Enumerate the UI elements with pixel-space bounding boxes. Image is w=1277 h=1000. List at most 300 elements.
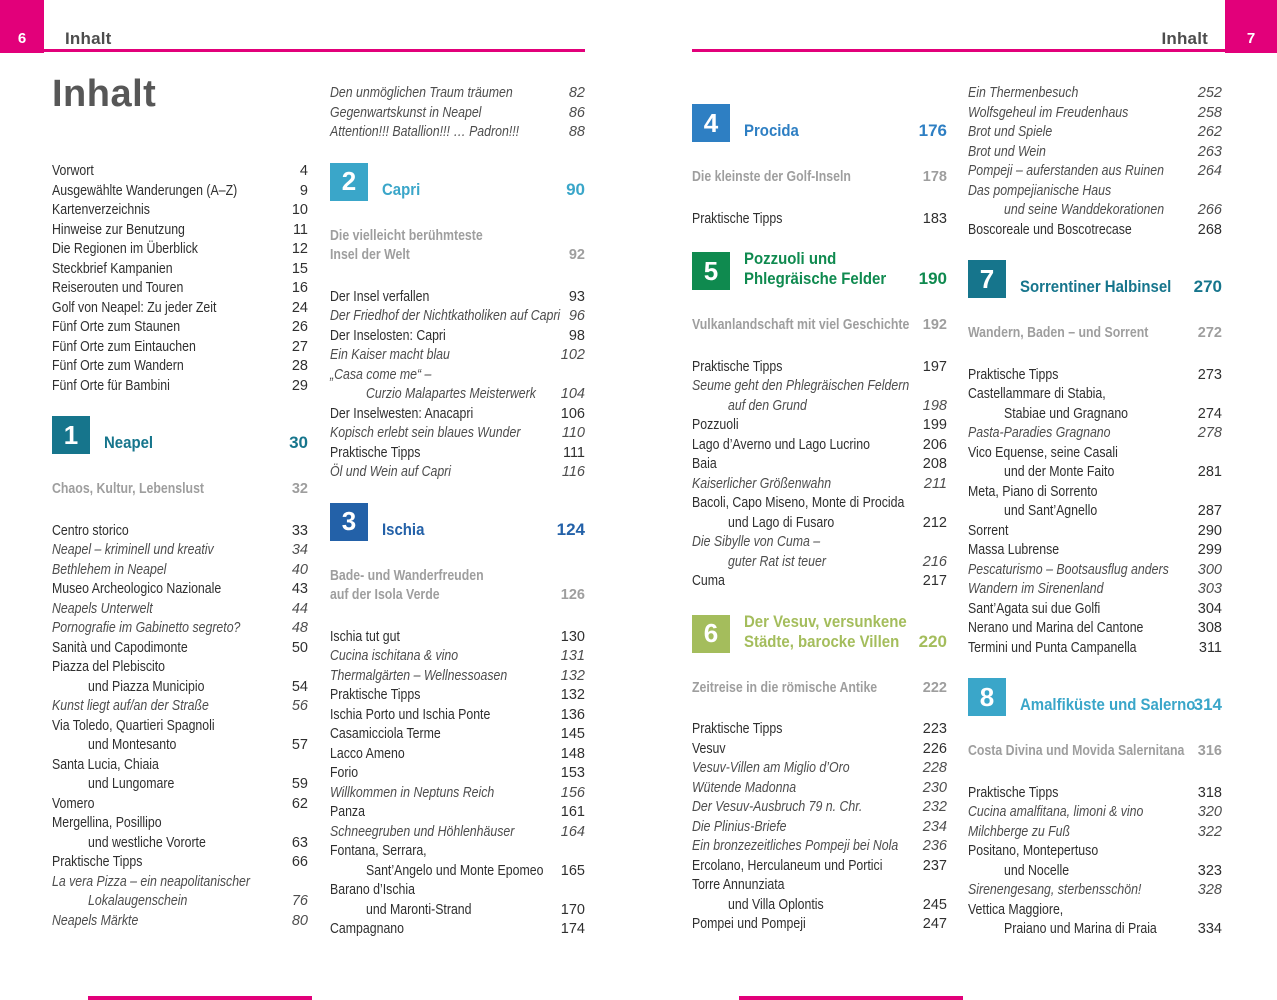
toc-entry-page-number: 323 [1197, 862, 1222, 879]
toc-entry [52, 377, 308, 397]
toc-entry [330, 725, 585, 745]
toc-entry-page-number: 228 [922, 760, 947, 776]
toc-entry-label: Vico Equense, seine Casali [968, 444, 1118, 461]
toc-entry-label: Baia [692, 456, 717, 472]
bottom-edge-accent-left [88, 996, 312, 1000]
toc-entry-label: und seine Wanddekorationen [1004, 202, 1165, 218]
toc-entry [968, 862, 1222, 882]
toc-block [330, 227, 585, 266]
toc-entry-page-number: 216 [922, 553, 947, 570]
chapter-number-badge: 4 [692, 104, 730, 142]
toc-entry-page-number: 48 [291, 620, 308, 636]
toc-entry-page-number: 62 [291, 795, 308, 812]
toc-entry-label: Bethlehem in Neapel [52, 561, 167, 578]
toc-entry-page-number: 328 [1197, 882, 1222, 898]
toc-entry-label: Cuma [692, 573, 725, 589]
toc-entry [52, 717, 308, 737]
toc-entry [52, 561, 308, 581]
toc-entry-page-number: 82 [568, 85, 585, 101]
chapter-title: Der Vesuv, versunkene Städte, barocke Villen [744, 611, 907, 651]
toc-block [968, 324, 1222, 344]
toc-block [692, 720, 947, 935]
toc-entry-page-number: 16 [291, 280, 308, 296]
toc-entry-page-number: 206 [922, 436, 947, 453]
page-number-badge-right: 7 [1225, 0, 1277, 53]
toc-block [692, 316, 947, 336]
toc-entry-page-number: 303 [1197, 581, 1222, 597]
toc-entry [52, 318, 308, 338]
toc-entry-page-number: 334 [1197, 921, 1222, 937]
toc-column-2 [330, 84, 585, 940]
page-title: Inhalt [52, 73, 157, 115]
toc-entry-label: Cucina amalfitana, limoni & vino [968, 804, 1144, 820]
toc-entry [330, 444, 585, 464]
toc-entry-label: Reiserouten und Touren [52, 280, 184, 296]
toc-entry-label: und der Monte Faito [1004, 464, 1115, 480]
toc-entry-label: und Piazza Municipio [88, 678, 205, 695]
toc-entry-page-number: 178 [922, 169, 947, 185]
toc-entry-label: Gegenwartskunst in Neapel [330, 104, 482, 121]
toc-entry-label: guter Rat ist teuer [728, 553, 826, 570]
toc-entry [330, 842, 585, 862]
toc-entry-label: Pompeji – auferstanden aus Ruinen [968, 163, 1164, 179]
toc-entry-label: Fünf Orte zum Eintauchen [52, 338, 196, 355]
toc-entry [330, 567, 585, 587]
toc-entry [330, 227, 585, 247]
toc-entry [968, 600, 1222, 620]
toc-entry-label: Die Sibylle von Cuma – [692, 534, 821, 550]
toc-entry-label: Der Inselwesten: Anacapri [330, 405, 474, 422]
toc-entry-label: Brot und Spiele [968, 124, 1053, 140]
toc-entry-label: Vulkanlandschaft mit viel Geschichte [692, 317, 910, 333]
toc-entry-page-number: 308 [1197, 620, 1222, 636]
toc-entry [52, 162, 308, 182]
chapter-title: Neapel [104, 433, 154, 452]
toc-entry-page-number: 86 [568, 104, 585, 121]
toc-entry-label: Kaiserlicher Größenwahn [692, 475, 832, 492]
toc-entry [52, 697, 308, 717]
toc-entry-label: Das pompejianische Haus [968, 182, 1112, 199]
toc-entry-label: Sirenengesang, sterbensschön! [968, 882, 1142, 898]
toc-block [692, 210, 947, 230]
toc-entry-label: Stabiae und Gragnano [1004, 405, 1129, 422]
toc-entry-page-number: 54 [291, 678, 308, 695]
chapter-page-number: 190 [918, 269, 947, 288]
toc-entry-page-number: 156 [560, 784, 585, 801]
toc-entry-label: Ischia Porto und Ischia Ponte [330, 706, 491, 723]
toc-entry [52, 541, 308, 561]
chapter-number-badge: 1 [52, 416, 90, 454]
toc-entry [52, 260, 308, 280]
toc-entry [330, 764, 585, 784]
toc-entry [330, 823, 585, 843]
toc-entry-label: Praktische Tipps [692, 721, 783, 737]
toc-entry-label: Ausgewählte Wanderungen (A–Z) [52, 182, 238, 199]
toc-entry-label: Insel der Welt [330, 247, 410, 263]
toc-entry-label: Forio [330, 765, 359, 781]
toc-entry-label: Mergellina, Posillipo [52, 815, 162, 831]
toc-entry-label: Wandern im Sirenenland [968, 581, 1104, 597]
toc-entry-label: Wütende Madonna [692, 779, 797, 796]
toc-entry-label: Torre Annunziata [692, 877, 785, 893]
toc-entry [52, 892, 308, 912]
chapter-heading [692, 104, 947, 142]
toc-entry-label: Seume geht den Phlegräischen Feldern [692, 378, 910, 394]
toc-entry [968, 881, 1222, 901]
toc-entry-label: Massa Lubrense [968, 542, 1060, 558]
toc-entry [330, 366, 585, 386]
toc-entry [968, 444, 1222, 464]
toc-entry-label: Golf von Neapel: Zu jeder Zeit [52, 299, 217, 316]
toc-entry-page-number: 132 [560, 687, 585, 703]
toc-column-4 [968, 84, 1222, 940]
toc-entry-label: Costa Divina und Movida Salernitana [968, 743, 1185, 759]
toc-entry [330, 123, 585, 143]
toc-entry [52, 775, 308, 795]
toc-entry-label: Praktische Tipps [692, 358, 783, 375]
toc-entry [968, 201, 1222, 221]
toc-entry-page-number: 11 [292, 221, 308, 238]
toc-entry-page-number: 34 [291, 542, 308, 558]
toc-entry-page-number: 56 [291, 698, 308, 714]
toc-entry [692, 572, 947, 592]
toc-entry-label: Fünf Orte zum Staunen [52, 319, 181, 335]
toc-entry-page-number: 264 [1197, 163, 1222, 179]
toc-entry-label: Ischia tut gut [330, 628, 400, 645]
toc-entry-label: Pescaturismo – Bootsausflug anders [968, 561, 1169, 578]
chapter-number-badge: 3 [330, 503, 368, 541]
toc-entry-page-number: 104 [560, 386, 585, 402]
toc-entry [52, 658, 308, 678]
toc-entry [968, 143, 1222, 163]
toc-entry [52, 736, 308, 756]
toc-entry-page-number: 197 [922, 358, 947, 375]
toc-entry [968, 502, 1222, 522]
toc-entry-page-number: 63 [291, 834, 308, 851]
toc-entry [52, 580, 308, 600]
toc-block [330, 567, 585, 606]
toc-entry-page-number: 10 [291, 202, 308, 218]
chapter-heading [968, 678, 1222, 716]
toc-entry [692, 168, 947, 188]
toc-entry-label: und Lago di Fusaro [728, 514, 835, 531]
toc-entry [330, 628, 585, 648]
toc-entry [52, 182, 308, 202]
toc-entry [330, 901, 585, 921]
toc-entry-label: Attention!!! Batallion!!! … Padron!!! [330, 124, 520, 140]
toc-entry-label: Piazza del Plebiscito [52, 659, 166, 675]
toc-entry [52, 619, 308, 639]
toc-entry [692, 679, 947, 699]
chapter-heading [692, 612, 947, 653]
toc-entry [692, 798, 947, 818]
toc-entry-label: Lago d’Averno und Lago Lucrino [692, 436, 870, 453]
toc-block [330, 628, 585, 940]
toc-entry [52, 795, 308, 815]
toc-block [968, 784, 1222, 940]
toc-entry-label: Neapels Märkte [52, 912, 139, 929]
toc-entry-label: Positano, Montepertuso [968, 843, 1099, 859]
toc-entry-label: Milchberge zu Fuß [968, 823, 1071, 840]
header-rule-left [0, 49, 585, 52]
toc-entry [52, 240, 308, 260]
toc-entry-label: Casamicciola Terme [330, 726, 441, 742]
toc-entry-label: auf den Grund [728, 397, 807, 414]
chapter-heading [52, 416, 308, 454]
toc-entry [692, 416, 947, 436]
toc-entry-page-number: 263 [1197, 143, 1222, 160]
chapter-page-number: 90 [566, 179, 585, 199]
toc-entry-label: Neapel – kriminell und kreativ [52, 542, 214, 558]
toc-entry-page-number: 12 [291, 241, 308, 257]
toc-entry-page-number: 278 [1197, 425, 1222, 441]
toc-entry-label: Boscoreale und Boscotrecase [968, 221, 1132, 238]
toc-entry-label: Barano d’Ischia [330, 882, 415, 898]
toc-entry [968, 784, 1222, 804]
toc-entry-page-number: 183 [922, 210, 947, 227]
toc-entry-page-number: 262 [1197, 124, 1222, 140]
chapter-heading [330, 503, 585, 541]
toc-entry [330, 385, 585, 405]
toc-entry-page-number: 318 [1197, 784, 1222, 801]
toc-entry-label: Sant’Angelo und Monte Epomeo [366, 862, 544, 879]
toc-block [692, 358, 947, 592]
toc-entry-page-number: 170 [560, 901, 585, 918]
toc-entry [52, 299, 308, 319]
toc-entry-page-number: 28 [291, 358, 308, 374]
toc-entry-label: Wandern, Baden – und Sorrent [968, 325, 1149, 341]
toc-entry [52, 678, 308, 698]
toc-entry-page-number: 258 [1197, 104, 1222, 121]
toc-block [330, 288, 585, 483]
toc-entry-page-number: 106 [560, 405, 585, 422]
toc-entry [330, 745, 585, 765]
toc-entry-page-number: 59 [291, 776, 308, 792]
toc-entry [330, 667, 585, 687]
toc-entry [968, 221, 1222, 241]
toc-entry [968, 385, 1222, 405]
toc-entry [330, 803, 585, 823]
toc-entry-page-number: 320 [1197, 804, 1222, 820]
toc-entry-label: Nerano und Marina del Cantone [968, 620, 1144, 636]
toc-entry [692, 857, 947, 877]
toc-entry [692, 514, 947, 534]
toc-entry-label: Castellammare di Stabia, [968, 386, 1106, 402]
toc-entry [968, 182, 1222, 202]
toc-entry-page-number: 272 [1197, 325, 1222, 341]
toc-entry [330, 862, 585, 882]
toc-entry [968, 920, 1222, 940]
toc-entry-page-number: 110 [561, 425, 585, 441]
toc-entry [330, 920, 585, 940]
toc-entry-label: Der Friedhof der Nichtkatholiken auf Capri [330, 308, 561, 324]
chapter-number-badge: 6 [692, 615, 730, 653]
toc-entry-label: Praktische Tipps [330, 444, 421, 461]
toc-entry-page-number: 131 [560, 648, 585, 664]
toc-entry [52, 834, 308, 854]
toc-block [330, 84, 585, 143]
toc-entry-page-number: 268 [1197, 221, 1222, 238]
toc-entry-label: Den unmöglichen Traum träumen [330, 85, 513, 101]
toc-entry-page-number: 287 [1197, 503, 1222, 519]
toc-entry-label: Schneegruben und Höhlenhäuser [330, 823, 515, 840]
toc-entry-page-number: 43 [291, 581, 308, 597]
toc-entry-page-number: 66 [291, 854, 308, 870]
toc-entry-page-number: 192 [922, 317, 947, 333]
toc-entry [692, 455, 947, 475]
toc-entry [692, 779, 947, 799]
toc-entry [968, 580, 1222, 600]
toc-entry-label: Ein bronzezeitliches Pompeji bei Nola [692, 838, 899, 854]
chapter-heading [330, 163, 585, 201]
toc-entry-page-number: 273 [1197, 366, 1222, 383]
toc-entry [692, 210, 947, 230]
toc-entry-label: Kartenverzeichnis [52, 202, 150, 218]
chapter-heading [692, 249, 947, 290]
toc-entry [968, 561, 1222, 581]
toc-entry-label: Vettica Maggiore, [968, 901, 1064, 918]
toc-entry-label: Die vielleicht berühmteste [330, 227, 483, 244]
toc-entry [330, 246, 585, 266]
toc-entry [330, 706, 585, 726]
toc-entry-page-number: 92 [568, 247, 585, 263]
toc-entry-label: Fontana, Serrara, [330, 843, 427, 859]
toc-entry-page-number: 174 [560, 921, 585, 937]
toc-entry [52, 873, 308, 893]
toc-entry [52, 639, 308, 659]
toc-entry-label: Praktische Tipps [692, 210, 783, 227]
toc-entry-label: Sanità und Capodimonte [52, 639, 188, 656]
toc-entry [968, 619, 1222, 639]
toc-entry [330, 424, 585, 444]
page-number-badge-left: 6 [0, 0, 44, 53]
toc-entry-label: Lokalaugenschein [88, 893, 188, 909]
toc-entry-label: „Casa come me“ – [330, 366, 432, 383]
chapter-number-badge: 7 [968, 260, 1006, 298]
toc-entry-page-number: 304 [1197, 600, 1222, 617]
toc-entry-label: Der Inselosten: Capri [330, 327, 446, 344]
toc-entry [52, 279, 308, 299]
toc-entry-label: Sorrent [968, 522, 1009, 539]
toc-entry [968, 424, 1222, 444]
toc-entry-page-number: 88 [568, 124, 585, 140]
toc-entry-page-number: 281 [1197, 464, 1222, 480]
chapter-title: Ischia [382, 519, 425, 539]
toc-entry-label: Cucina ischitana & vino [330, 648, 459, 664]
toc-entry-page-number: 274 [1197, 405, 1222, 422]
toc-entry-label: Panza [330, 804, 365, 820]
toc-entry-page-number: 237 [922, 857, 947, 874]
chapter-page-number: 124 [556, 519, 585, 539]
toc-entry-label: und Villa Oplontis [728, 896, 824, 913]
toc-entry-page-number: 44 [291, 600, 308, 617]
toc-entry-label: Campagnano [330, 921, 405, 937]
toc-entry-page-number: 232 [922, 799, 947, 815]
toc-entry-page-number: 161 [560, 804, 585, 820]
toc-entry [692, 533, 947, 553]
running-header-right: Inhalt [1161, 29, 1208, 48]
toc-entry-page-number: 311 [1198, 639, 1222, 656]
toc-block [968, 366, 1222, 659]
toc-entry [692, 316, 947, 336]
toc-entry-label: und westliche Vororte [88, 834, 206, 851]
toc-entry-label: Ein Thermenbesuch [968, 85, 1079, 101]
toc-entry [968, 823, 1222, 843]
toc-entry [692, 876, 947, 896]
toc-entry-label: Centro storico [52, 522, 129, 539]
toc-entry [330, 647, 585, 667]
toc-entry-page-number: 266 [1197, 202, 1222, 218]
toc-entry [692, 397, 947, 417]
toc-block [692, 679, 947, 699]
toc-entry-label: Bacoli, Capo Miseno, Monte di Procida [692, 495, 905, 511]
toc-entry-page-number: 136 [560, 706, 585, 723]
toc-entry-page-number: 76 [291, 893, 308, 909]
toc-entry-page-number: 217 [922, 573, 947, 589]
toc-entry-label: Pasta-Paradies Gragnano [968, 425, 1111, 441]
toc-entry [52, 600, 308, 620]
toc-entry-label: Kopisch erlebt sein blaues Wunder [330, 425, 521, 441]
toc-entry-label: Sant’Agata sui due Golfi [968, 600, 1101, 617]
toc-entry-page-number: 126 [560, 587, 585, 603]
toc-entry-page-number: 132 [560, 667, 585, 684]
toc-entry [330, 104, 585, 124]
toc-entry-label: Kunst liegt auf/an der Straße [52, 698, 209, 714]
toc-entry-label: Brot und Wein [968, 143, 1046, 160]
toc-entry-page-number: 93 [568, 288, 585, 305]
toc-column-1 [52, 74, 308, 931]
toc-entry-label: Fünf Orte für Bambini [52, 377, 170, 394]
toc-entry [330, 84, 585, 104]
toc-entry-label: Via Toledo, Quartieri Spagnoli [52, 717, 215, 734]
toc-entry-page-number: 208 [922, 456, 947, 472]
toc-entry-page-number: 247 [922, 916, 947, 932]
toc-entry-label: Öl und Wein auf Capri [330, 464, 452, 480]
chapter-page-number: 30 [289, 433, 308, 452]
toc-entry [968, 522, 1222, 542]
toc-entry [330, 346, 585, 366]
toc-entry-page-number: 164 [560, 823, 585, 840]
toc-entry-page-number: 116 [561, 464, 585, 480]
toc-entry [968, 104, 1222, 124]
toc-entry-label: Pornografie im Gabinetto segreto? [52, 620, 241, 636]
toc-entry-page-number: 32 [291, 481, 308, 497]
toc-entry-label: Die Plinius-Briefe [692, 818, 787, 835]
chapter-page-number: 176 [918, 121, 947, 140]
toc-entry-page-number: 4 [299, 163, 308, 179]
toc-entry-label: Steckbrief Kampanien [52, 260, 173, 277]
toc-entry-page-number: 29 [291, 377, 308, 394]
toc-entry-page-number: 290 [1197, 522, 1222, 539]
toc-entry-page-number: 211 [923, 475, 947, 492]
chapter-heading [968, 260, 1222, 298]
chapter-number-badge: 8 [968, 678, 1006, 716]
toc-entry [52, 338, 308, 358]
chapter-title: Capri [382, 179, 421, 199]
toc-entry [52, 480, 308, 500]
chapter-title: Amalfiküste und Salerno [1020, 695, 1196, 714]
toc-entry-page-number: 222 [922, 679, 947, 696]
toc-entry-page-number: 226 [922, 740, 947, 757]
chapter-number-badge: 5 [692, 252, 730, 290]
toc-entry-label: Pompei und Pompeji [692, 916, 806, 932]
toc-entry-page-number: 300 [1197, 561, 1222, 578]
toc-entry-label: Lacco Ameno [330, 745, 405, 762]
toc-entry-label: Chaos, Kultur, Lebenslust [52, 481, 205, 497]
toc-entry-page-number: 50 [291, 639, 308, 656]
toc-entry-label: Wolfsgeheul im Freudenhaus [968, 104, 1129, 121]
toc-entry-label: Curzio Malapartes Meisterwerk [366, 386, 536, 402]
